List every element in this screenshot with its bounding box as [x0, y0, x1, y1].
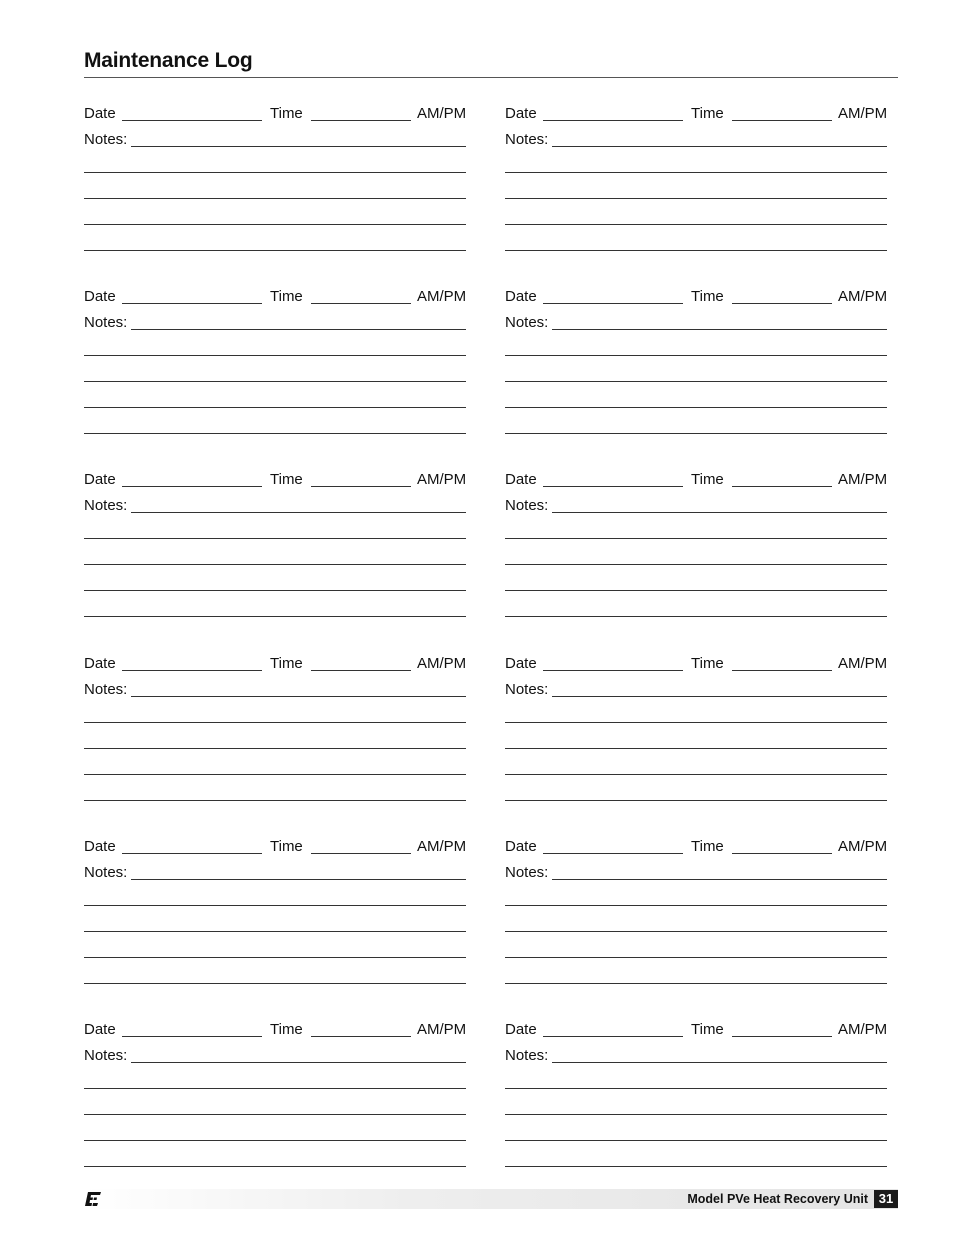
notes-line[interactable] — [84, 564, 466, 565]
notes-field[interactable] — [131, 512, 466, 513]
notes-label: Notes: — [84, 314, 128, 331]
ampm-label: AM/PM — [417, 105, 467, 122]
page-title: Maintenance Log — [84, 49, 253, 72]
time-field[interactable] — [732, 1036, 832, 1037]
notes-line[interactable] — [505, 1114, 887, 1115]
date-field[interactable] — [543, 1036, 683, 1037]
time-label: Time — [270, 1021, 303, 1038]
date-label: Date — [84, 288, 116, 305]
date-label: Date — [505, 655, 537, 672]
notes-label: Notes: — [84, 864, 128, 881]
notes-label: Notes: — [84, 1047, 128, 1064]
date-label: Date — [84, 1021, 116, 1038]
notes-line[interactable] — [84, 1088, 466, 1089]
date-label: Date — [84, 471, 116, 488]
ampm-label: AM/PM — [417, 655, 467, 672]
notes-line[interactable] — [505, 1140, 887, 1141]
notes-line[interactable] — [84, 250, 466, 251]
notes-field[interactable] — [552, 146, 887, 147]
footer-model-text: Model PVe Heat Recovery Unit — [687, 1192, 868, 1206]
notes-line[interactable] — [84, 1140, 466, 1141]
notes-line[interactable] — [84, 905, 466, 906]
notes-line[interactable] — [84, 538, 466, 539]
notes-label: Notes: — [505, 314, 549, 331]
date-field[interactable] — [543, 303, 683, 304]
notes-line[interactable] — [505, 1088, 887, 1089]
date-field[interactable] — [122, 303, 262, 304]
time-field[interactable] — [311, 486, 411, 487]
date-time-row — [84, 471, 474, 491]
time-field[interactable] — [311, 303, 411, 304]
date-field[interactable] — [122, 486, 262, 487]
notes-label: Notes: — [505, 497, 549, 514]
notes-field[interactable] — [552, 696, 887, 697]
notes-line[interactable] — [505, 355, 887, 356]
notes-line[interactable] — [505, 172, 887, 173]
date-field[interactable] — [122, 120, 262, 121]
notes-field[interactable] — [552, 879, 887, 880]
ampm-label: AM/PM — [838, 471, 888, 488]
notes-line[interactable] — [505, 616, 887, 617]
ampm-label: AM/PM — [417, 288, 467, 305]
date-time-row — [84, 838, 474, 858]
date-field[interactable] — [543, 670, 683, 671]
notes-line[interactable] — [84, 800, 466, 801]
page-number: 31 — [874, 1190, 898, 1208]
log-entry — [505, 655, 895, 815]
date-field[interactable] — [122, 853, 262, 854]
date-time-row — [505, 1021, 895, 1041]
time-label: Time — [270, 288, 303, 305]
time-field[interactable] — [732, 486, 832, 487]
ampm-label: AM/PM — [838, 838, 888, 855]
time-label: Time — [691, 105, 724, 122]
time-label: Time — [270, 105, 303, 122]
notes-field[interactable] — [131, 696, 466, 697]
time-label: Time — [691, 838, 724, 855]
log-entry — [84, 838, 474, 998]
date-label: Date — [84, 655, 116, 672]
notes-label: Notes: — [505, 681, 549, 698]
date-field[interactable] — [543, 486, 683, 487]
notes-row — [505, 864, 895, 884]
log-entry — [505, 471, 895, 631]
date-time-row — [84, 655, 474, 675]
notes-line[interactable] — [505, 957, 887, 958]
date-time-row — [505, 471, 895, 491]
notes-line[interactable] — [84, 172, 466, 173]
date-label: Date — [505, 1021, 537, 1038]
log-entry — [84, 471, 474, 631]
notes-label: Notes: — [84, 497, 128, 514]
time-field[interactable] — [311, 120, 411, 121]
notes-line[interactable] — [505, 774, 887, 775]
notes-line[interactable] — [84, 407, 466, 408]
date-label: Date — [505, 105, 537, 122]
notes-line[interactable] — [505, 905, 887, 906]
date-field[interactable] — [122, 1036, 262, 1037]
notes-line[interactable] — [505, 1166, 887, 1167]
notes-field[interactable] — [131, 1062, 466, 1063]
notes-line[interactable] — [505, 800, 887, 801]
date-time-row — [505, 288, 895, 308]
notes-line[interactable] — [84, 1114, 466, 1115]
notes-row — [84, 497, 474, 517]
notes-label: Notes: — [505, 1047, 549, 1064]
notes-line[interactable] — [505, 198, 887, 199]
ampm-label: AM/PM — [417, 838, 467, 855]
notes-row — [505, 314, 895, 334]
time-label: Time — [270, 471, 303, 488]
notes-line[interactable] — [505, 538, 887, 539]
notes-line[interactable] — [505, 590, 887, 591]
notes-line[interactable] — [84, 983, 466, 984]
log-entry — [505, 288, 895, 448]
time-field[interactable] — [732, 303, 832, 304]
log-entry — [84, 105, 474, 265]
log-entry — [84, 1021, 474, 1181]
date-label: Date — [84, 105, 116, 122]
notes-line[interactable] — [84, 748, 466, 749]
notes-row — [84, 314, 474, 334]
time-field[interactable] — [732, 120, 832, 121]
date-field[interactable] — [122, 670, 262, 671]
notes-line[interactable] — [505, 433, 887, 434]
notes-line[interactable] — [84, 224, 466, 225]
notes-field[interactable] — [131, 879, 466, 880]
notes-line[interactable] — [505, 722, 887, 723]
date-label: Date — [505, 838, 537, 855]
date-time-row — [84, 1021, 474, 1041]
time-label: Time — [691, 655, 724, 672]
notes-field[interactable] — [131, 146, 466, 147]
notes-row — [84, 131, 474, 151]
notes-line[interactable] — [84, 722, 466, 723]
time-label: Time — [691, 1021, 724, 1038]
notes-line[interactable] — [505, 564, 887, 565]
notes-row — [84, 681, 474, 701]
notes-row — [505, 131, 895, 151]
notes-field[interactable] — [131, 329, 466, 330]
time-label: Time — [270, 838, 303, 855]
date-time-row — [84, 105, 474, 125]
notes-field[interactable] — [552, 329, 887, 330]
notes-row — [505, 497, 895, 517]
company-logo-icon — [84, 1191, 102, 1207]
ampm-label: AM/PM — [838, 288, 888, 305]
notes-line[interactable] — [505, 983, 887, 984]
notes-line[interactable] — [505, 224, 887, 225]
log-entry — [505, 1021, 895, 1181]
notes-line[interactable] — [505, 407, 887, 408]
time-field[interactable] — [732, 670, 832, 671]
time-field[interactable] — [311, 1036, 411, 1037]
log-entry — [505, 838, 895, 998]
ampm-label: AM/PM — [838, 105, 888, 122]
time-label: Time — [691, 471, 724, 488]
notes-label: Notes: — [84, 681, 128, 698]
notes-label: Notes: — [505, 131, 549, 148]
notes-line[interactable] — [84, 774, 466, 775]
notes-row — [84, 864, 474, 884]
log-entry — [505, 105, 895, 265]
log-entry — [84, 288, 474, 448]
notes-line[interactable] — [84, 355, 466, 356]
date-field[interactable] — [543, 120, 683, 121]
notes-field[interactable] — [552, 512, 887, 513]
ampm-label: AM/PM — [838, 1021, 888, 1038]
time-field[interactable] — [311, 670, 411, 671]
ampm-label: AM/PM — [417, 471, 467, 488]
ampm-label: AM/PM — [838, 655, 888, 672]
date-time-row — [505, 105, 895, 125]
date-label: Date — [505, 471, 537, 488]
notes-row — [505, 681, 895, 701]
notes-line[interactable] — [84, 433, 466, 434]
notes-label: Notes: — [505, 864, 549, 881]
date-label: Date — [505, 288, 537, 305]
time-label: Time — [270, 655, 303, 672]
date-time-row — [84, 288, 474, 308]
notes-line[interactable] — [84, 1166, 466, 1167]
notes-row — [505, 1047, 895, 1067]
notes-row — [84, 1047, 474, 1067]
date-field[interactable] — [543, 853, 683, 854]
notes-line[interactable] — [84, 590, 466, 591]
date-time-row — [505, 838, 895, 858]
time-field[interactable] — [311, 853, 411, 854]
notes-line[interactable] — [505, 748, 887, 749]
notes-line[interactable] — [84, 957, 466, 958]
notes-label: Notes: — [84, 131, 128, 148]
notes-line[interactable] — [505, 250, 887, 251]
notes-line[interactable] — [505, 381, 887, 382]
time-label: Time — [691, 288, 724, 305]
notes-field[interactable] — [552, 1062, 887, 1063]
ampm-label: AM/PM — [417, 1021, 467, 1038]
time-field[interactable] — [732, 853, 832, 854]
notes-line[interactable] — [84, 931, 466, 932]
log-entry — [84, 655, 474, 815]
title-divider — [84, 77, 898, 78]
notes-line[interactable] — [84, 381, 466, 382]
notes-line[interactable] — [505, 931, 887, 932]
date-label: Date — [84, 838, 116, 855]
notes-line[interactable] — [84, 616, 466, 617]
date-time-row — [505, 655, 895, 675]
notes-line[interactable] — [84, 198, 466, 199]
